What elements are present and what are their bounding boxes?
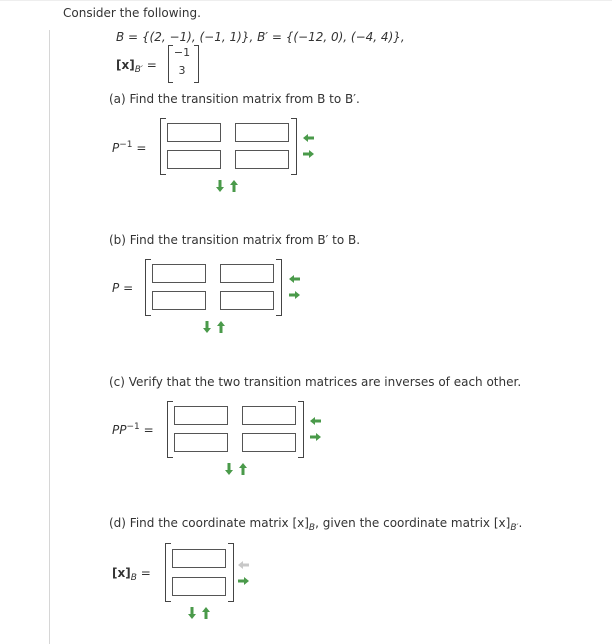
part-b-question: (b) Find the transition matrix from B′ to B. (109, 233, 361, 247)
part-c-cell-1-2[interactable] (242, 406, 296, 425)
arrow-left-icon[interactable] (309, 417, 322, 425)
part-a-cell-2-2[interactable] (235, 150, 289, 169)
part-a-cell-1-1[interactable] (167, 123, 221, 142)
arrow-right-icon[interactable] (302, 150, 315, 158)
part-a-cell-2-1[interactable] (167, 150, 221, 169)
part-a-bracket-right (291, 118, 297, 175)
part-b-cell-2-2[interactable] (220, 291, 274, 310)
part-c-label: $PP^{-1}$ = (112, 422, 154, 437)
arrow-left-icon[interactable] (237, 561, 250, 569)
arrow-down-icon[interactable] (216, 180, 224, 192)
top-divider (0, 0, 612, 1)
arrow-up-icon[interactable] (230, 180, 238, 192)
part-b-bracket-left (145, 259, 151, 316)
arrow-up-icon[interactable] (217, 321, 225, 333)
part-a-label: $P^{-1}$ = (112, 140, 147, 155)
part-b-cell-1-1[interactable] (152, 264, 206, 283)
part-d-cell-1[interactable] (172, 549, 226, 568)
given-vector-value-2: 3 (178, 64, 186, 77)
part-b-label: P = (112, 281, 134, 295)
part-d-bracket-left (165, 543, 171, 602)
intro-text: Consider the following. (63, 6, 201, 20)
part-c-bracket-right (298, 401, 304, 458)
part-d-label: $[x]_B$ = (112, 566, 151, 583)
given-coordinate-label: $[x]_{B'}$ = (116, 58, 157, 75)
arrow-right-icon[interactable] (288, 291, 301, 299)
given-vector-value-1: −1 (173, 46, 191, 59)
part-c-cell-2-1[interactable] (174, 433, 228, 452)
left-divider (49, 30, 50, 644)
arrow-left-icon[interactable] (288, 275, 301, 283)
part-c-cell-2-2[interactable] (242, 433, 296, 452)
basis-definitions: B = {(2, −1), (−1, 1)}, B′ = {(−12, 0), (−4, 4)}, (116, 30, 405, 44)
arrow-up-icon[interactable] (202, 607, 210, 619)
part-b-cell-2-1[interactable] (152, 291, 206, 310)
part-c-cell-1-1[interactable] (174, 406, 228, 425)
part-b-bracket-right (276, 259, 282, 316)
part-d-bracket-right (228, 543, 234, 602)
arrow-left-icon[interactable] (302, 134, 315, 142)
arrow-up-icon[interactable] (239, 463, 247, 475)
part-a-bracket-left (160, 118, 166, 175)
part-d-question: (d) Find the coordinate matrix $[x]_B$, given the coordinate matrix $[x]_{B'}$. (109, 516, 523, 533)
arrow-right-icon[interactable] (309, 433, 322, 441)
arrow-down-icon[interactable] (225, 463, 233, 475)
part-c-bracket-left (167, 401, 173, 458)
part-c-question: (c) Verify that the two transition matrices are inverses of each other. (109, 375, 522, 389)
arrow-down-icon[interactable] (188, 607, 196, 619)
given-vector-bracket-right (194, 45, 199, 83)
arrow-down-icon[interactable] (203, 321, 211, 333)
part-d-cell-2[interactable] (172, 577, 226, 596)
part-a-cell-1-2[interactable] (235, 123, 289, 142)
part-b-cell-1-2[interactable] (220, 264, 274, 283)
part-a-question: (a) Find the transition matrix from B to B′. (109, 92, 360, 106)
arrow-right-icon[interactable] (237, 577, 250, 585)
